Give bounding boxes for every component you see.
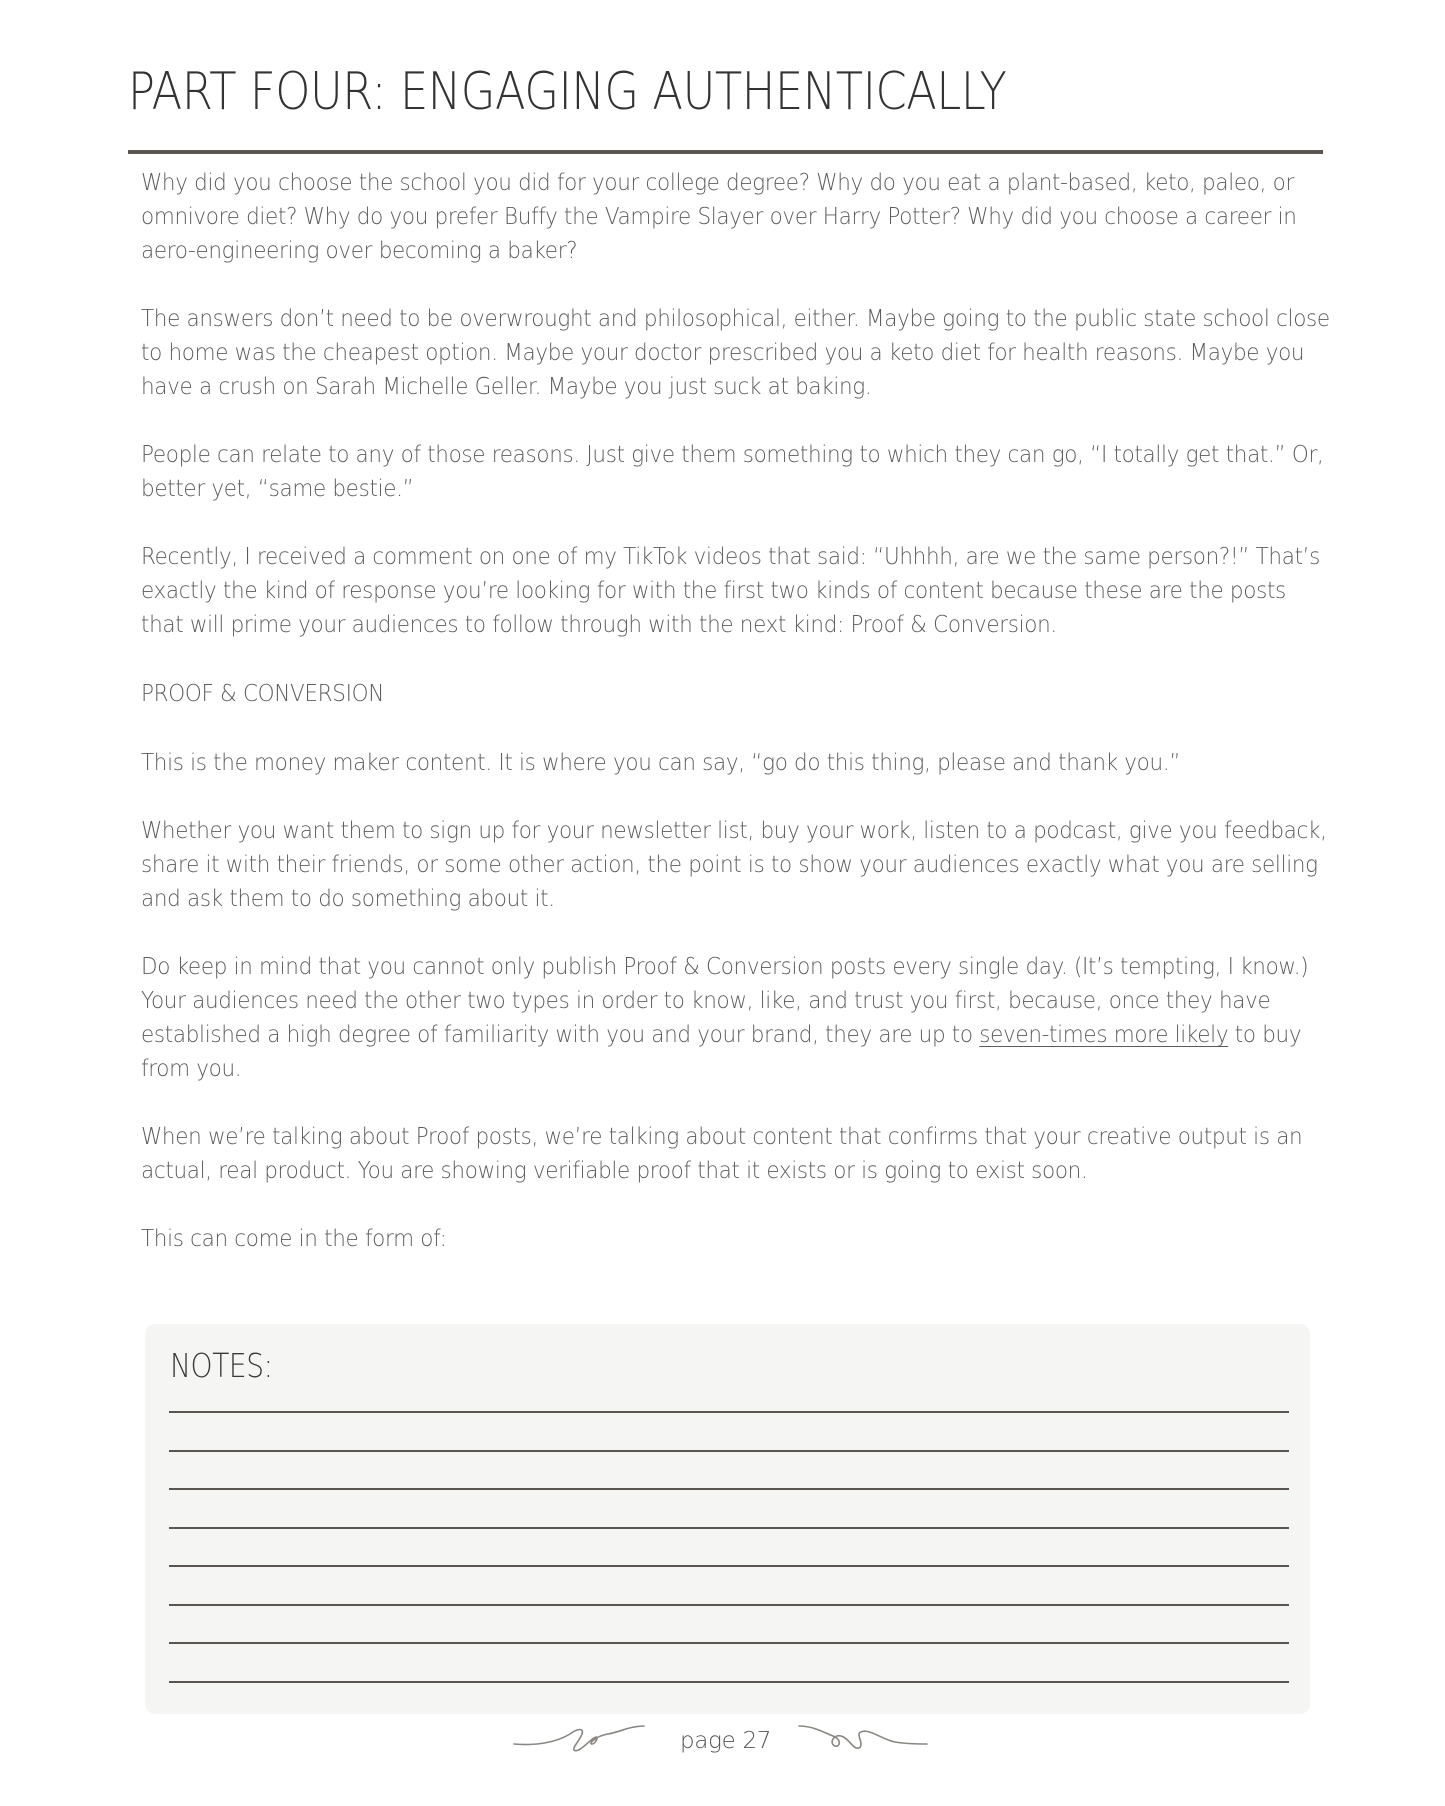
paragraph: This can come in the form of: [141, 1226, 447, 1252]
note-line [169, 1604, 1289, 1606]
paragraph-text: Do keep in mind that you cannot only publish Proof & Conversion posts every single day. (It’s tempting, I know.) Your audiences need the other two types in order to know, like, and trust you first, because, once they have established a high degree of familiarity with you and your brand, they are up to [141, 954, 1309, 1048]
paragraph: This is the money maker content. It is where you can say, “go do this thing, please and thank you.” [141, 750, 1181, 776]
seven-times-more-likely-link[interactable]: seven-times more likely [979, 1022, 1229, 1048]
note-line [169, 1488, 1289, 1490]
paragraph-text: to buy from you. [141, 1022, 1302, 1082]
flourish-left-icon [512, 1722, 647, 1758]
note-line [169, 1450, 1289, 1452]
notes-label: NOTES: [170, 1346, 273, 1385]
paragraph: Recently, I received a comment on one of my TikTok videos that said: “Uhhhh, are we the same person?!” That’s exactly the kind of response you’re looking for with the first two kinds of content because these are the posts that will prime your audiences to follow through with the next kind: Proof & Conversion. [141, 544, 1321, 638]
page-number: page 27 [680, 1728, 772, 1754]
body-content [141, 166, 1331, 1290]
note-line [169, 1411, 1289, 1413]
title-divider [128, 150, 1323, 154]
paragraph: When we’re talking about Proof posts, we’re talking about content that confirms that your creative output is an actual, real product. You are showing verifiable proof that it exists or is going to exist soon. [141, 1124, 1303, 1184]
paragraph: Whether you want them to sign up for your newsletter list, buy your work, listen to a podcast, give you feedback, share it with their friends, or some other action, the point is to show your audiences exactly what you are selling and ask them to do something about it. [141, 818, 1327, 912]
page-title: PART FOUR: ENGAGING AUTHENTICALLY [128, 62, 1007, 122]
paragraph: Why did you choose the school you did for your college degree? Why do you eat a plant-based, keto, paleo, or omnivore diet? Why do you prefer Buffy the Vampire Slayer over Harry Potter? Why did you choose a career in aero-engineering over becoming a baker? [141, 170, 1297, 264]
notes-box [145, 1324, 1310, 1714]
note-line [169, 1527, 1289, 1529]
page-footer [0, 1722, 1445, 1766]
paragraph: People can relate to any of those reasons. Just give them something to which they can go, “I totally get that.” Or, better yet, “same bestie.” [141, 442, 1324, 502]
paragraph-with-link [141, 950, 1333, 1086]
flourish-right-icon [797, 1722, 932, 1758]
paragraph: The answers don’t need to be overwrought and philosophical, either. Maybe going to the public state school close to home was the cheapest option. Maybe your doctor prescribed you a keto diet for health reasons. Maybe you have a crush on Sarah Michelle Geller. Maybe you just suck at baking. [141, 306, 1330, 400]
note-line [169, 1565, 1289, 1567]
note-line [169, 1681, 1289, 1683]
section-heading: PROOF & CONVERSION [141, 681, 384, 707]
note-line [169, 1642, 1289, 1644]
